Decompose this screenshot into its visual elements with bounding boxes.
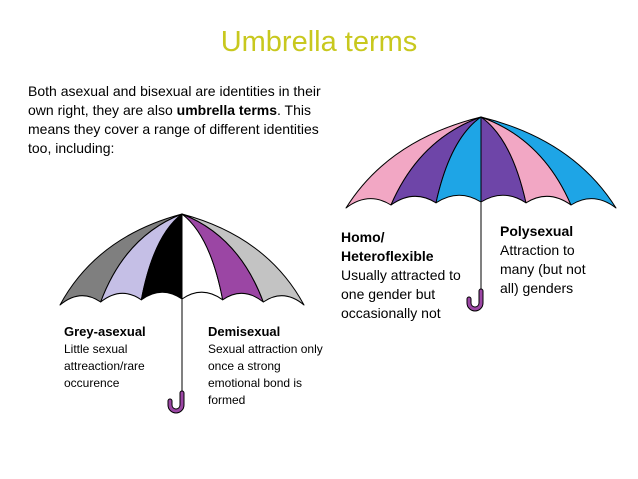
grey-asexual-label [64,323,179,392]
polysexual-label [500,222,600,298]
intro-bold-term: umbrella terms [176,102,278,118]
polysexual-heading: Polysexual [500,223,574,239]
grey-asexual-heading: Grey-asexual [64,324,146,339]
demisexual-heading: Demisexual [208,324,281,339]
homo-heteroflexible-heading: Homo/ Heteroflexible [341,229,434,264]
intro-text-2: . This means they cover a range of different identities too, including: [28,102,319,156]
demisexual-label [208,323,328,409]
slide-title: Umbrella terms [220,26,418,58]
grey-asexual-description: Little sexual attreaction/rare occurence [64,342,145,390]
polysexual-description: Attraction to many (but not all) genders [500,242,586,296]
demisexual-description: Sexual attraction only once a strong emotional bond is formed [208,342,323,407]
intro-text-1: Both asexual and bisexual are identities in their own right, they are also [28,83,321,118]
homo-heteroflexible-label [341,228,466,323]
homo-heteroflexible-description: Usually attracted to one gender but occasionally not [341,267,461,321]
